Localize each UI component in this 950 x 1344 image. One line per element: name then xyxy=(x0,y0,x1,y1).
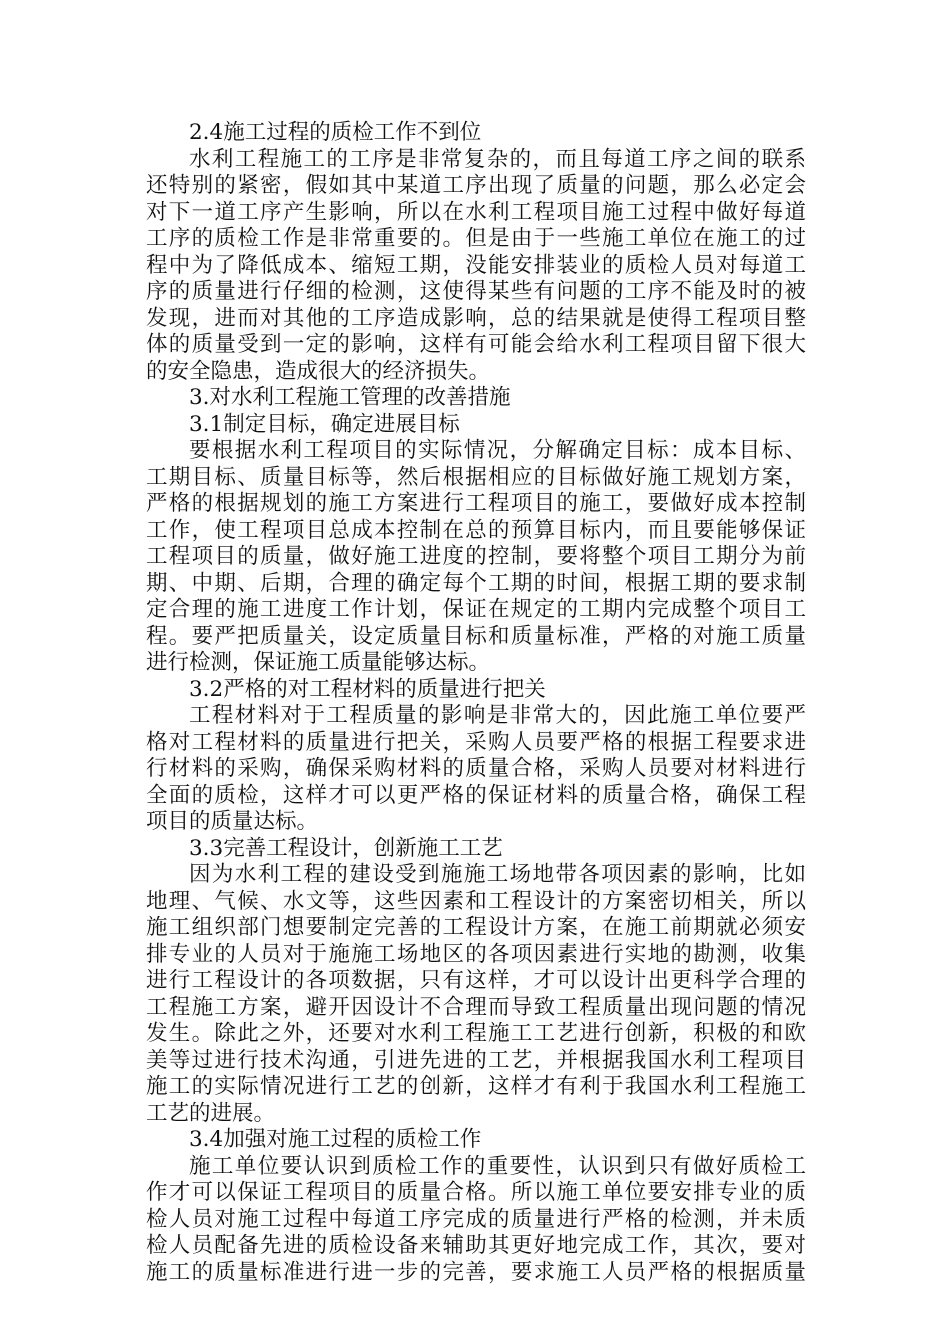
text-line: 全面的质检，这样才可以更严格的保证材料的质量合格，确保工程 xyxy=(146,782,806,808)
text-line: 工程材料对于工程质量的影响是非常大的，因此施工单位要严 xyxy=(189,703,806,728)
paragraph-3-1 xyxy=(146,438,806,677)
text-line: 工程施工方案，避开因设计不合理而导致工程质量出现问题的情况 xyxy=(146,994,806,1020)
text-line: 工期目标、质量目标等，然后根据相应的目标做好施工规划方案， xyxy=(146,464,806,490)
heading-3-3 xyxy=(146,836,806,863)
paragraph-3-3 xyxy=(146,862,806,1127)
text-line: 发生。除此之外，还要对水利工程施工工艺进行创新，积极的和欧 xyxy=(146,1021,806,1046)
text-line: 工作，使工程项目总成本控制在总的预算目标内，而且要能够保证 xyxy=(146,517,806,543)
text-line: 美等过进行技术沟通，引进先进的工艺，并根据我国水利工程项目 xyxy=(146,1047,806,1073)
text-line: 体的质量受到一定的影响，这样有可能会给水利工程项目留下很大 xyxy=(146,332,806,357)
text-line: 严格的根据规划的施工方案进行工程项目的施工，要做好成本控制 xyxy=(146,491,806,516)
text-line: 序的质量进行仔细的检测，这使得某些有问题的工序不能及时的被 xyxy=(146,279,806,304)
text-line: 施工单位要认识到质检工作的重要性，认识到只有做好质检工 xyxy=(189,1153,806,1179)
text-line: 项目的质量达标。 xyxy=(146,809,319,834)
document-page xyxy=(146,120,806,1286)
heading-3-2 xyxy=(146,677,806,704)
heading-line: 3.2严格的对工程材料的质量进行把关 xyxy=(189,676,546,702)
text-line: 要根据水利工程项目的实际情况，分解确定目标：成本目标、 xyxy=(189,438,806,463)
heading-line: 3.3完善工程设计，创新施工工艺 xyxy=(189,835,503,861)
text-line: 因为水利工程的建设受到施施工场地带各项因素的影响，比如 xyxy=(189,862,806,887)
text-line: 进行工程设计的各项数据，只有这样，才可以设计出更科学合理的 xyxy=(146,968,806,993)
text-line: 施工的质量标准进行进一步的完善，要求施工人员严格的根据质量 xyxy=(146,1259,806,1285)
heading-2-4 xyxy=(146,120,806,147)
heading-3-4 xyxy=(146,1127,806,1154)
text-line: 水利工程施工的工序是非常复杂的，而且每道工序之间的联系 xyxy=(189,146,806,172)
text-line: 施工组织部门想要制定完善的工程设计方案，在施工前期就必须安 xyxy=(146,915,806,940)
text-line: 程。要严把质量关，设定质量目标和质量标准，严格的对施工质量 xyxy=(146,623,806,649)
text-line: 进行检测，保证施工质量能够达标。 xyxy=(146,650,491,675)
heading-line: 3.4加强对施工过程的质检工作 xyxy=(189,1127,482,1152)
text-line: 排专业的人员对于施施工场地区的各项因素进行实地的勘测，收集 xyxy=(146,941,806,967)
text-line: 工程项目的质量，做好施工进度的控制，要将整个项目工期分为前 xyxy=(146,544,806,569)
text-line: 的安全隐患，造成很大的经济损失。 xyxy=(146,358,491,384)
heading-line: 3.对水利工程施工管理的改善措施 xyxy=(189,385,511,410)
text-line: 格对工程材料的质量进行把关，采购人员要严格的根据工程要求进 xyxy=(146,729,806,755)
heading-3 xyxy=(146,385,806,412)
text-line: 施工的实际情况进行工艺的创新，这样才有利于我国水利工程施工 xyxy=(146,1074,806,1099)
text-line: 期、中期、后期，合理的确定每个工期的时间，根据工期的要求制 xyxy=(146,570,806,596)
text-line: 程中为了降低成本、缩短工期，没能安排装业的质检人员对每道工 xyxy=(146,252,806,278)
heading-line: 3.1制定目标，确定进展目标 xyxy=(189,411,460,437)
text-line: 对下一道工序产生影响，所以在水利工程项目施工过程中做好每道 xyxy=(146,199,806,225)
paragraph-2-4 xyxy=(146,147,806,386)
text-line: 检人员对施工过程中每道工序完成的质量进行严格的检测，并未质 xyxy=(146,1206,806,1232)
heading-line: 2.4施工过程的质检工作不到位 xyxy=(189,120,482,145)
paragraph-3-4 xyxy=(146,1154,806,1287)
text-line: 工序的质检工作是非常重要的。但是由于一些施工单位在施工的过 xyxy=(146,226,806,251)
text-line: 发现，进而对其他的工序造成影响，总的结果就是使得工程项目整 xyxy=(146,305,806,331)
paragraph-3-2 xyxy=(146,703,806,836)
heading-3-1 xyxy=(146,412,806,439)
text-line: 地理、气候、水文等，这些因素和工程设计的方案密切相关，所以 xyxy=(146,888,806,914)
text-line: 定合理的施工进度工作计划，保证在规定的工期内完成整个项目工 xyxy=(146,597,806,622)
text-line: 工艺的进展。 xyxy=(146,1100,276,1126)
text-line: 检人员配备先进的质检设备来辅助其更好地完成工作，其次，要对 xyxy=(146,1233,806,1258)
text-line: 作才可以保证工程项目的质量合格。所以施工单位要安排专业的质 xyxy=(146,1180,806,1205)
text-line: 还特别的紧密，假如其中某道工序出现了质量的问题，那么必定会 xyxy=(146,173,806,198)
text-line: 行材料的采购，确保采购材料的质量合格，采购人员要对材料进行 xyxy=(146,756,806,781)
